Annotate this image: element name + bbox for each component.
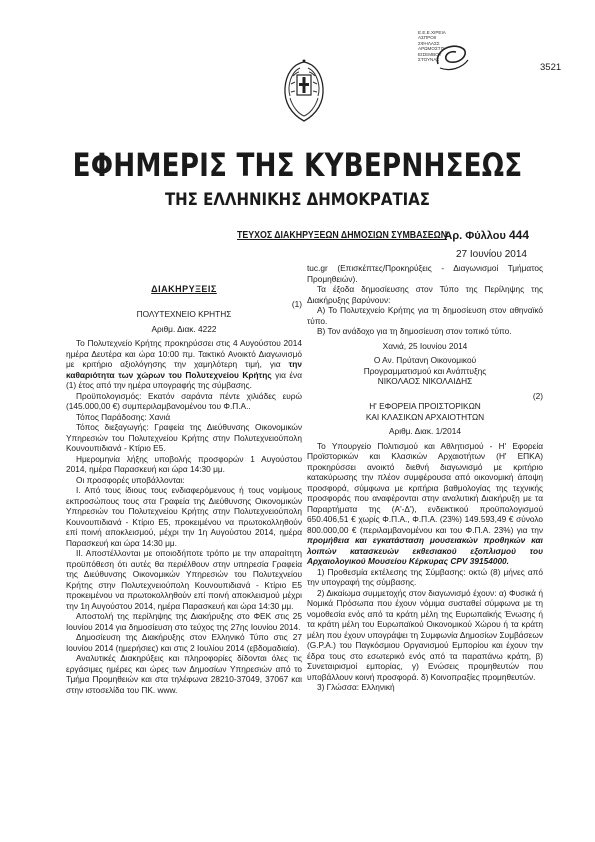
stamp-line: ΣΤΟΥΝΑΣ [418, 57, 440, 63]
paragraph: Δημοσίευση της Διακήρυξης στον Ελληνικό Τύπο στις 27 Ιουνίου 2014 (ημερήσιες) και στις 2 Ιουλίου 2014 (εβδομαδιαία). [66, 632, 302, 653]
text-span: για ένα (1) έτος από την ημέρα υπογραφής της σύμβασης. [66, 369, 303, 390]
paragraph: 3) Γλώσσα: Ελληνική [317, 682, 395, 692]
stamp-line: Ε.Ε.Ε.ΧΙΡΕΙΑ [418, 30, 446, 35]
sheet-prefix: Αρ. Φύλλου [444, 230, 506, 242]
item-number: (1) [291, 298, 302, 309]
sheet-number: 444 [508, 228, 529, 242]
paragraph: Τα έξοδα δημοσίευσης στον Τύπο της Περίληψης της Διακήρυξης βαρύνουν: [307, 284, 543, 305]
paragraph: Ι. Από τους ίδιους τους ενδιαφερόμενους ή τους νομίμους εκπροσώπους τους στα Γραφεία της Διεύθυνσης Οικονομικών Υπηρεσιών του Πολυτεχνείου Κρήτης στην Πολυτεχνειούπολη Κουνουπιδιανά - Κτίριο Ε5, προκειμένου να πρωτοκολληθούν επί ποινή αποκλεισμού, μέχρι την 1η Αυγούστου 2014, ημέρα Παρασκευή και ώρα 14:30 μμ. [66, 485, 302, 548]
stamp-swirl-icon [432, 38, 472, 72]
section-heading: ΔΙΑΚΗΡΥΞΕΙΣ [151, 284, 217, 294]
signatory-name: ΝΙΚΟΛΑΟΣ ΝΙΚΟΛΑΙΔΗΣ [377, 376, 473, 386]
organization-name: ΚΑΙ ΚΛΑΣΙΚΩΝ ΑΡΧΑΙΟΤΗΤΩΝ [365, 411, 485, 422]
signatory-role: Ο Αν. Πρύτανη Οικονομικού [373, 355, 477, 365]
paragraph: Β) Τον ανάδοχο για τη δημοσίευση στον τοπικό τύπο. [317, 326, 512, 336]
paragraph: Τόπος διεξαγωγής: Γραφεία της Διεύθυνσης Οικονομικών Υπηρεσιών του Πολυτεχνείου Κρήτης στην Πολυτεχνειούπολη Κουνουπιδιανά - Κτίριο Ε5. [66, 422, 302, 453]
text-span: Το Πολυτεχνείο Κρήτης προκηρύσσει στις 4 Αυγούστου 2014 ημέρα Δευτέρα και ώρα 10:00 πμ. Τακτικό Ανοικτό Διαγωνισμό με κριτήριο αξιολόγησης την χαμηλότερη τιμή, για [66, 338, 302, 369]
issue-date: 27 Ιουνίου 2014 [456, 249, 527, 260]
paragraph: Οι προσφορές υποβάλλονται: [76, 474, 185, 485]
coat-of-arms-icon [283, 58, 325, 122]
paragraph: 2) Δικαίωμα συμμετοχής στον διαγωνισμό έχουν: α) Φυσικά ή Νομικά Πρόσωπα που έχουν νόμιμα συσταθεί σύμφωνα με τη νομοθεσία ενός από τα κράτη μέλη της Ευρωπαϊκής Ένωσης ή τα κράτη μέλη του Ευρωπαϊκού Οικονομικού Χώρου ή τα κράτη μέλη που έχουν υπογράψει τη Συμφωνία Δημοσίων Συμβάσεων (G.P.A.) του Παγκόσμιου Οργανισμού Εμπορίου και έχουν την έδρα τους στο εσωτερικό ενός από τα παραπάνω κράτη, β) Συνεταιρισμοί εμπορίας, γ) Ενώσεις προμηθευτών που υποβάλλουν κοινή προσφορά. δ) Κοινοπραξίες προμηθευτών. [307, 587, 543, 682]
paragraph: Α) Το Πολυτεχνείο Κρήτης για τη δημοσίευση στον αθηναϊκό τύπο. [307, 305, 543, 326]
signatory-role: Προγραμματισμού και Ανάπτυξης [363, 365, 487, 376]
right-column [307, 263, 543, 693]
issue-line [59, 228, 529, 246]
text-span: Το Υπουργείο Πολιτισμού και Αθλητισμού - Η' Εφορεία Προϊστορικών και Κλασικών Αρχαιοτήτων (Η' ΕΠΚΑ) προκηρύσσει ανοικτό διεθνή διαγωνισμό με κριτήριο κατακύρωσης την πλέον συμφέρουσα από οικονομική άποψη προσφορά, σύμφωνα με κριτήρια βαθμολογίας της τεχνικής προσφοράς που αναφέρονται στην αναλυτική Διακήρυξη με τα Παραρτήματα της (Α'-Δ'), ενδεικτικού προϋπολογισμού 650.406,51 € χωρίς Φ.Π.Α., Φ.Π.Α. (23%) 149.593,49 € σύνολο 800.000,00 € (περιλαμβανομένου και του Φ.Π.Α. 23%) για την [307, 440, 543, 535]
stamp-line: ΑΡΩΜΟΣΤΙΣ [418, 46, 445, 52]
paragraph [66, 338, 302, 391]
reference-number: Αριθμ. Διακ. 4222 [151, 323, 217, 334]
page-number: 3521 [540, 62, 562, 73]
reference-number: Αριθμ. Διακ. 1/2014 [389, 426, 461, 436]
stamp-line: ΕΙΣΕΜΒΟΥ [418, 51, 442, 57]
left-column [66, 284, 302, 695]
sheet-label [444, 228, 529, 242]
paragraph: tuc.gr (Επισκέπτες/Προκηρύξεις - Διαγωνισμοί Τμήματος Προμηθειών). [307, 263, 543, 284]
masthead-subtitle: ΤΗΣ ΕΛΛΗΝΙΚΗΣ ΔΗΜΟΚΡΑΤΙΑΣ [164, 190, 431, 210]
item-number: (2) [532, 390, 543, 401]
paragraph: 1) Προθεσμία εκτέλεσης της Σύμβασης: οκτώ (8) μήνες από την υπογραφή της σύμβασης. [307, 566, 543, 587]
paragraph: Ημερομηνία λήξης υποβολής προσφορών 1 Αυγούστου 2014, ημέρα Παρασκευή και ώρα 14:30 μμ. [66, 453, 302, 474]
paragraph: Αποστολή της περίληψης της Διακήρυξης στο ΦΕΚ στις 25 Ιουνίου 2014 για δημοσίευση στο τεύχος της 27ης Ιουνίου 2014. [66, 611, 302, 632]
bold-span: την καθαριότητα των χώρων του Πολυτεχνείου Κρήτης [66, 359, 302, 380]
stamp-line: ΣΦΗΛΑΣΣ [418, 40, 440, 46]
paragraph: Αναλυτικές Διακηρύξεις και πληροφορίες δίδονται όλες τις εργάσιμες ημέρες και ώρες των Δημοσίων Υπηρεσιών από το Τμήμα Προμηθειών και στα τηλέφωνα 28210-37049, 37067 και στην ιστοσελίδα του ΠΚ. www. [66, 653, 302, 695]
publisher-stamp [418, 30, 478, 70]
organization-name: ΠΟΛΥΤΕΧΝΕΙΟ ΚΡΗΤΗΣ [136, 309, 232, 319]
paragraph: Τόπος Παράδοσης: Χανιά [76, 411, 171, 422]
stamp-line: ΑΣΠΡΟΙΙ [418, 35, 437, 41]
paragraph: Προϋπολογισμός: Εκατόν σαράντα πέντε χιλιάδες ευρώ (145.000,00 €) συμπεριλαμβανομένου του Φ.Π.Α.. [66, 390, 302, 411]
series-label: ΤΕΥΧΟΣ ΔΙΑΚΗΡΥΞΕΩΝ ΔΗΜΟΣΙΩΝ ΣΥΜΒΑΣΕΩΝ [237, 230, 448, 241]
paragraph [307, 441, 543, 567]
organization-name: Η' ΕΦΟΡΕΙΑ ΠΡΟΙΣΤΟΡΙΚΩΝ [369, 401, 481, 411]
masthead-title: ΕΦΗΜΕΡΙΣ ΤΗΣ ΚΥΒΕΡΝΗΣΕΩΣ [72, 146, 523, 184]
signature-date: Χανιά, 25 Ιουνίου 2014 [382, 340, 468, 351]
paragraph: ΙΙ. Αποστέλλονται με οποιοδήποτε τρόπο με την απαραίτητη προϋπόθεση ότι αυτές θα περιέλθουν στην υπηρεσία Γραφεία της Διεύθυνσης Οικονομικών Υπηρεσιών του Πολυτεχνείου Κρήτης στην Πολυτεχνειούπολη Κουνουπιδιανά - Κτίριο Ε5 προκειμένου να πρωτοκολληθούν επί ποινή αποκλεισμού μέχρι την 1η Αυγούστου 2014, ημέρα Παρασκευή και ώρα 14:30 μμ. [66, 548, 302, 611]
bold-italic-span: προμήθεια και εγκατάσταση μουσειακών προθηκών και λοιπών κατασκευών εκθεσιακού εξοπλισμού του Αρχαιολογικού Μουσείου Κέρκυρας CPV 39154000. [307, 535, 543, 566]
